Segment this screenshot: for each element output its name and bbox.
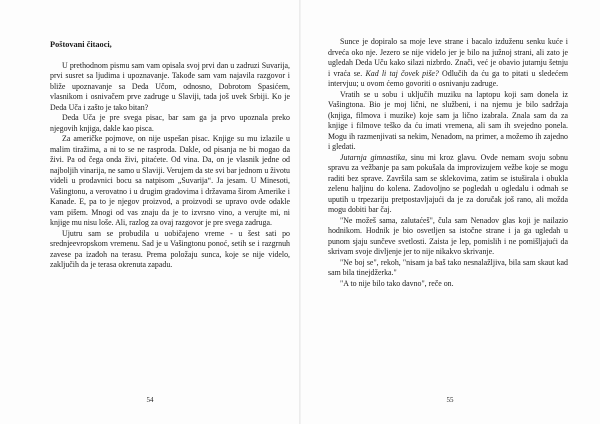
paragraph: "Ne možeš sama, zalutaćeš", čula sam Nenadov glas koji je nailazio hodnikom. Hodnik je bio osvetljen sa istočne strane i ja ga ugledah u punom sjaju sunčeve svetlosti. Zaista je lep, pomislih i ne pomišljajući da skrivam svoje divljenje jer to nije nikakvo skrivanje. bbox=[328, 215, 568, 256]
paragraph: Sunce je dopiralo sa moje leve strane i bacalo izduženu senku kuće i drveća oko nje. Jezero se nije videlo jer je bilo na južnoj strani, ali zato je ugledah Deda Uču kako silazi nizbrdo. Znači, već je obavio jutarnju šetnju i vraća se. Kad li taj čovek piše? Odlučih da ću ga to pitati u sledećem intervjuu; u ovom ćemo govoriti o osnivanju zadruge. bbox=[328, 37, 569, 88]
page-number: 55 bbox=[446, 396, 454, 404]
paragraph: Vratih se u sobu i uključih muziku na laptopu koji sam donela iz Vašingtona. Bio je moj lični, ne službeni, i na njemu je bilo sadržaja (knjiga, filmova i muzike) koje sam ja lično izabrala. Znala sam da za knjige i filmove teško da ću imati vremena, ali sam ih svejedno ponela. Mogu ih razmenjivati sa nekim, Nenadom, na primer, a možemo ih zajedno i gledati. bbox=[328, 89, 568, 151]
paragraph: Deda Uča je pre svega pisac, bar sam ga ja prvo upoznala preko njegovih knjiga, dakle kao pisca. bbox=[50, 113, 290, 133]
left-page-text bbox=[50, 40, 290, 271]
paragraph: Jutarnja gimnastika, sinu mi kroz glavu. Ovde nemam svoju sobnu spravu za vežbanje pa sam pokušala da improvizujem vežbe koje se mogu raditi bez sprave. Završila sam se sklekovima, zatim se istuširala i obukla zelenu haljinu do kolena. Zadovoljno se pogledah u ogledalu i odmah se uputih u trpezariju pretpostavljajući da je za doručak još rano, ali možda mogu dobiti bar čaj. bbox=[328, 152, 568, 214]
italic-phrase: Jutarnja gimnastika, bbox=[340, 152, 408, 162]
letter-salutation: Poštovani čitaoci, bbox=[50, 40, 112, 49]
paragraph: U prethodnom pismu sam vam opisala svoj prvi dan u zadruzi Suvarija, prvi susret sa ljudima i upoznavanje. Takođe sam vam najavila razgovor i bliže upoznavanje sa Deda Učom, odnosno, Dobrotom Spasićem, vlasnikom i osnivačem prve zadruge u Slaviji, tada još uvek Srbiji. Ko je Deda Uča i zašto je tako bitan? bbox=[50, 60, 290, 112]
paragraph: "Ne boj se", rekoh, "nisam ja baš tako nesnalažljiva, bila sam skaut kad sam bila tinejdžerka." bbox=[328, 257, 568, 277]
paragraph: Ujutru sam se probudila u uobičajeno vreme - u šest sati po srednjeevropskom vremenu. Sad je u Vašingtonu ponoć, setih se i razgrnuh zavese pa izađoh na terasu. Prema položaju sunca, koje se nije videlo, zaključih da je terasa okrenuta zapadu. bbox=[50, 228, 290, 269]
page-number: 54 bbox=[146, 396, 154, 404]
paragraph: "A to nije bilo tako davno", reče on. bbox=[340, 278, 454, 288]
paragraph: Za američke pojmove, on nije uspešan pisac. Knjige su mu izlazile u malim tiražima, a ni to se ne rasproda. Dakle, od pisanja ne bi mogao da živi. Pa od čega onda živi, pitaćete. Od vina. Da, on je vlasnik jedne od najboljih vinarija, ne samo u Slaviji. Verujem da ste svi bar jednom u životu videli u prodavnici bocu sa natpisom „Suvarija“. Ja jesam. U Minesoti, Vašingtonu, a verovatno i u drugim gradovima i državama širom Amerike i Kanade. E, pa to je njegov proizvod, a proizvodi se upravo ovde odakle vam pišem. Mnogi od vas znaju da je to izvrsno vino, a verujte mi, ni knjige mu nisu loše. Ali, razlog za ovaj razgovor je pre svega zadruga. bbox=[50, 134, 290, 227]
right-page-text bbox=[328, 37, 568, 289]
right-page bbox=[300, 0, 600, 424]
italic-phrase: Kad li taj čovek piše? bbox=[365, 68, 439, 78]
